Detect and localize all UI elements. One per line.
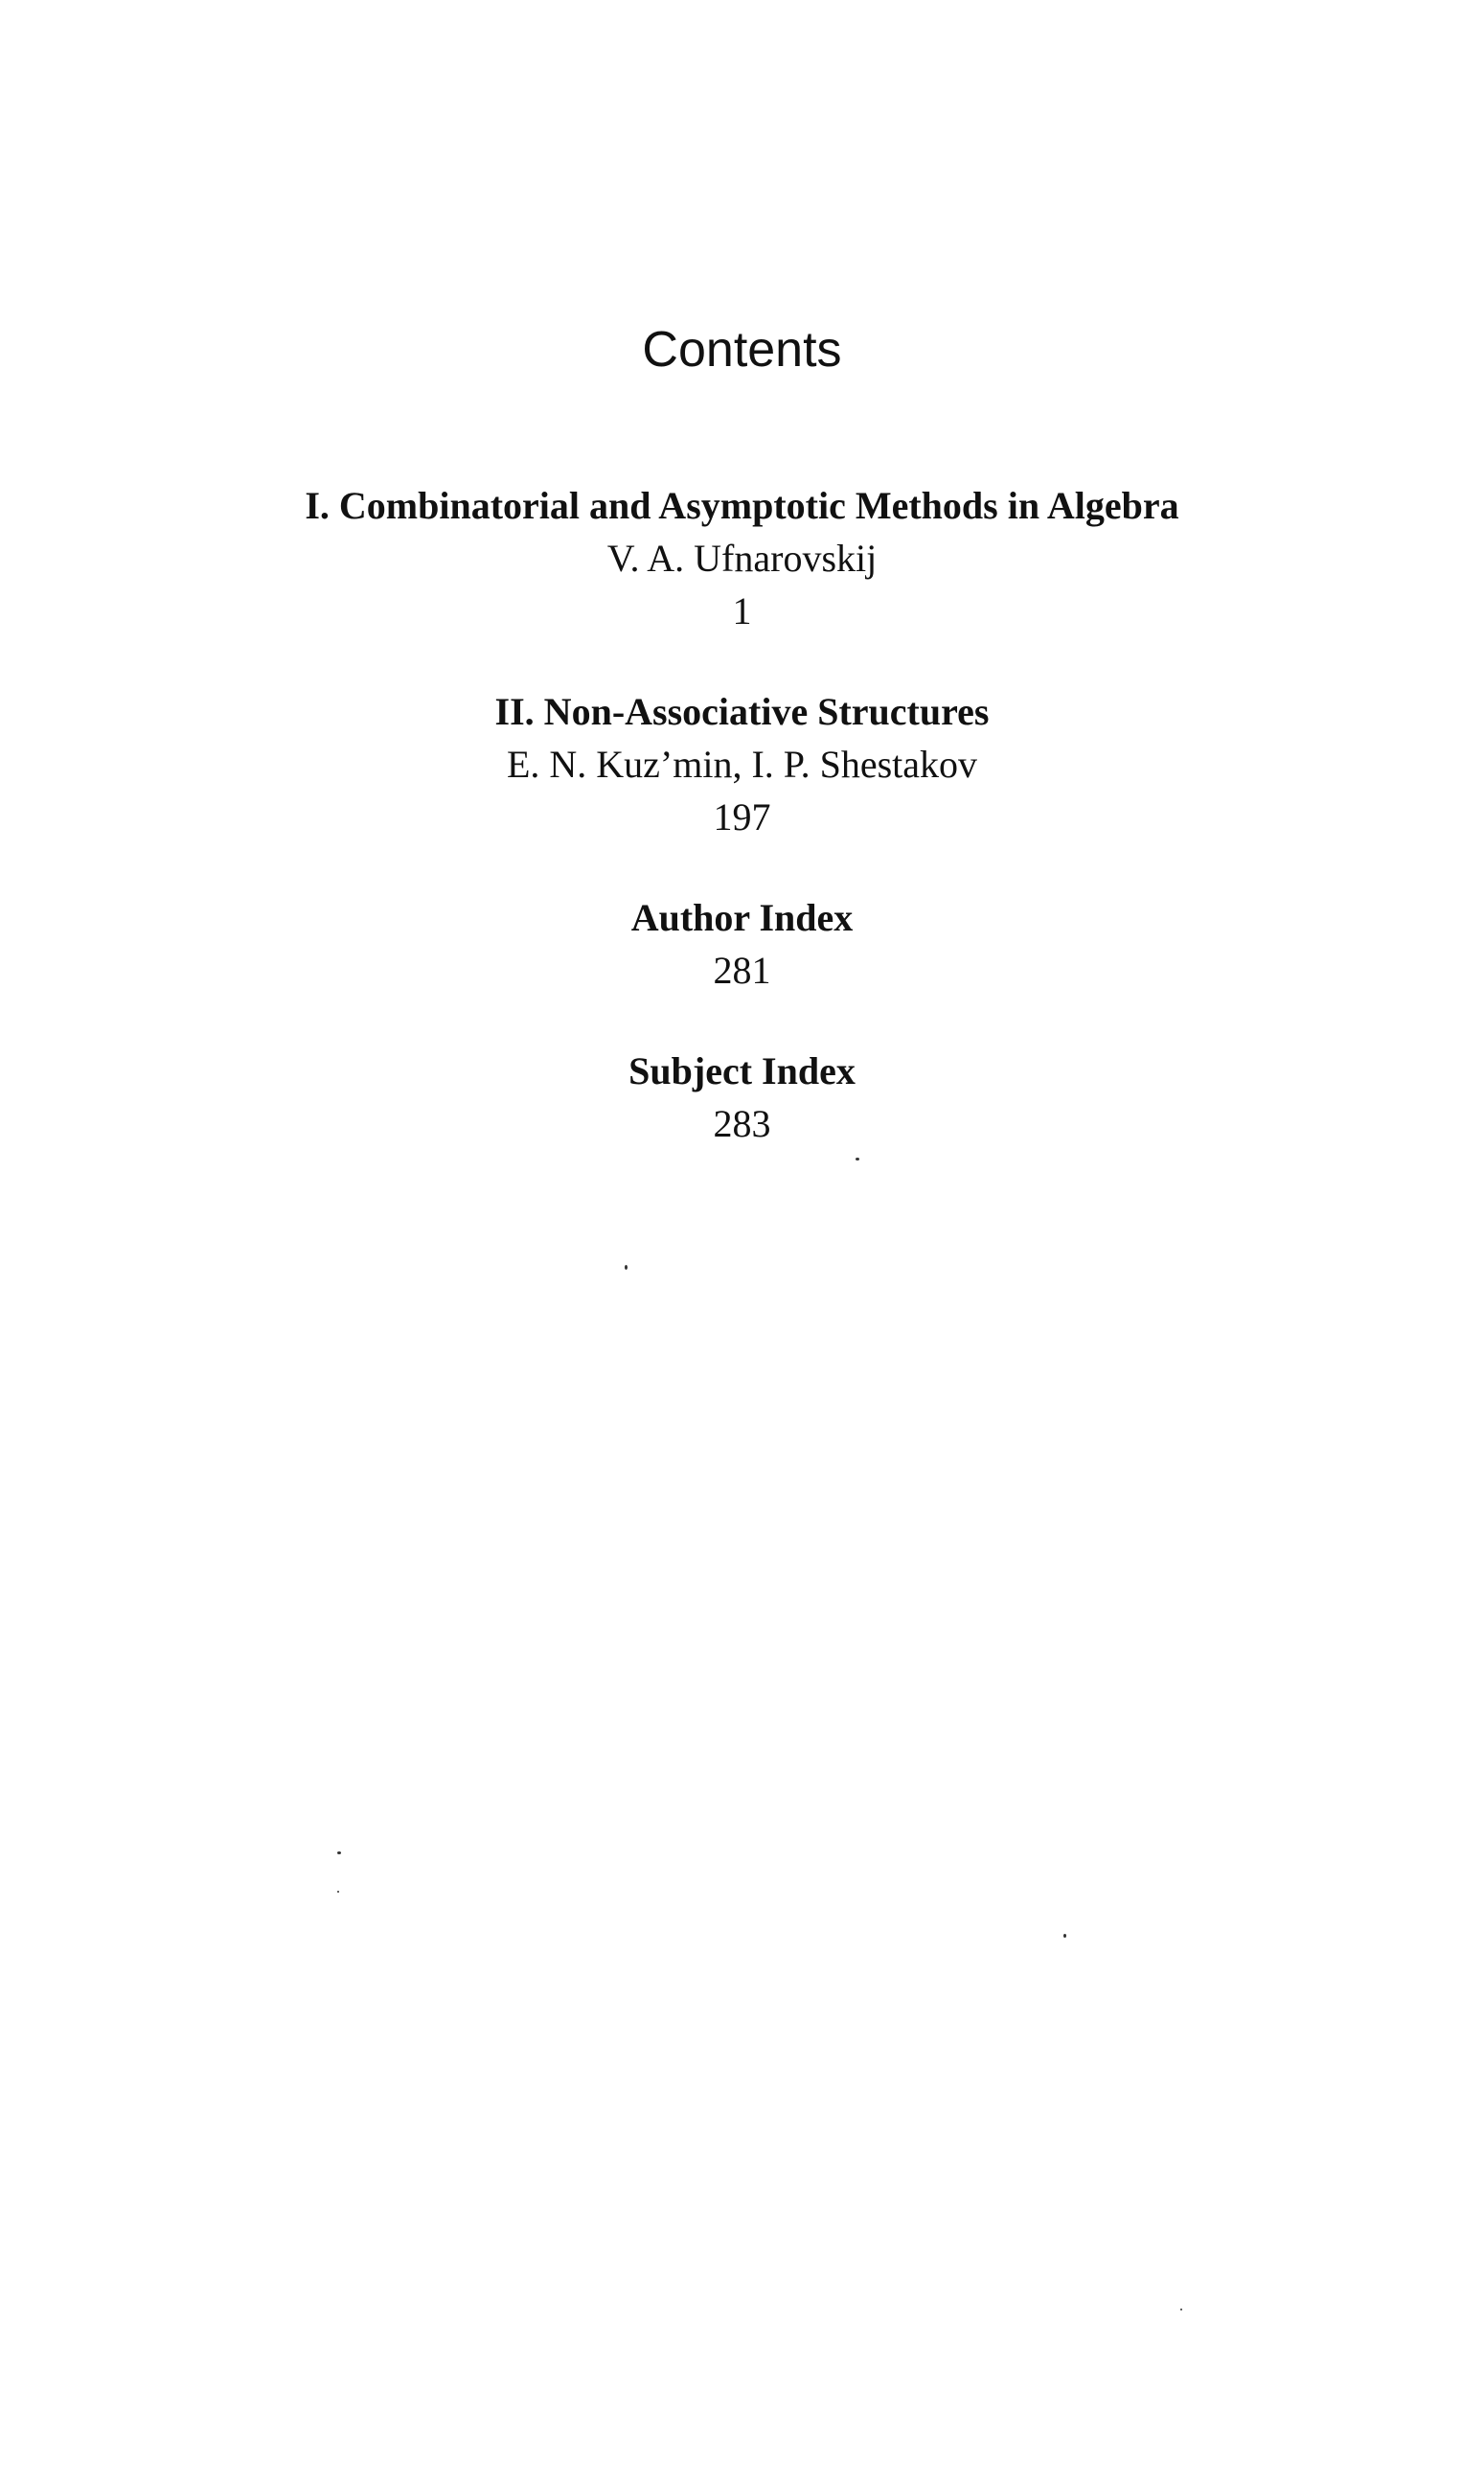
scan-speck [337, 1891, 339, 1893]
scan-speck [625, 1265, 628, 1270]
scan-speck [1180, 2309, 1182, 2310]
table-of-contents [0, 479, 1484, 1150]
toc-entry-page-number: 281 [713, 949, 771, 992]
toc-entry-title: Subject Index [628, 1049, 856, 1092]
toc-entry-page-number: 197 [713, 795, 771, 839]
toc-entry-author-index [0, 891, 1484, 997]
scan-speck [856, 1158, 859, 1161]
toc-entry-title: II. Non-Associative Structures [494, 690, 990, 733]
toc-entry-author: E. N. Kuz’min, I. P. Shestakov [506, 743, 978, 786]
toc-entry-subject-index [0, 1045, 1484, 1150]
toc-entry-title: I. Combinatorial and Asymptotic Methods in Algebra [305, 484, 1179, 527]
toc-entry-part-1 [0, 479, 1484, 637]
toc-entry-author: V. A. Ufnarovskij [606, 537, 878, 580]
contents-heading: Contents [642, 322, 842, 378]
scan-speck [1063, 1934, 1066, 1938]
toc-entry-title: Author Index [630, 896, 854, 939]
toc-entry-part-2 [0, 685, 1484, 843]
scan-speck [337, 1851, 341, 1854]
toc-entry-page-number: 283 [713, 1102, 771, 1145]
toc-entry-page-number: 1 [732, 589, 752, 632]
